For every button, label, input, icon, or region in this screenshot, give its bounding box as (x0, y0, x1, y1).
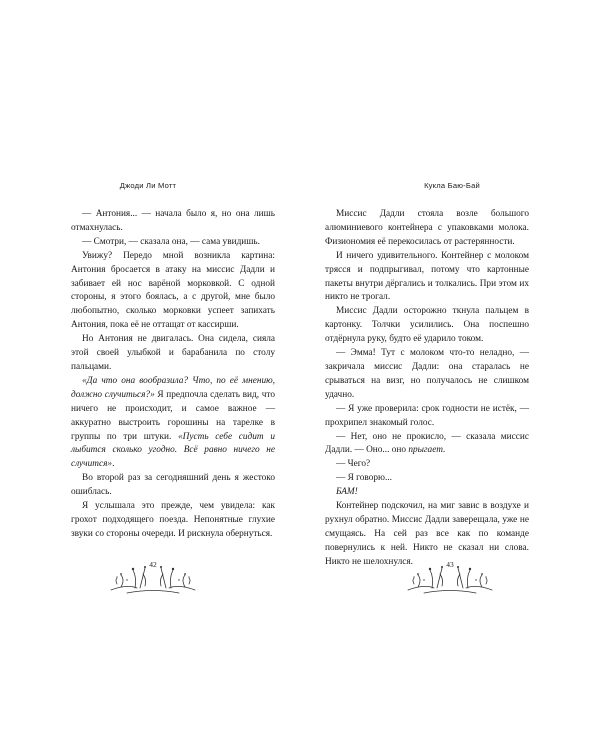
paragraph-text: . (112, 459, 115, 470)
splash-ornament (404, 560, 496, 596)
paragraph: Миссис Дадли осторожно ткнула пальцем в картонку. Толчки усилились. Она поспешно отдёрнула руку, будто её ударило током. (325, 306, 529, 345)
paragraph (325, 431, 529, 459)
right-page (300, 0, 600, 750)
paragraph: — Я уже проверила: срок годности не истёк, — прохрипел знакомый голос. (325, 403, 529, 428)
running-head-title: Кукла Баю-Бай (424, 181, 480, 190)
paragraph: — Чего? (336, 459, 371, 470)
paragraph: — Эмма! Тут с молоком что-то неладно, — закричала миссис Дадли: она старалась не срываться на визг, но получалось не слишком удачно. (325, 348, 529, 400)
paragraph-text: — Нет, оно не прокисло, — сказала миссис Дадли. — Оно... оно (325, 431, 529, 456)
paragraph-text: . (442, 445, 446, 456)
paragraph: Во второй раз за сегодняшний день я жестоко ошиблась. (71, 473, 275, 498)
left-page-text (71, 208, 275, 542)
page-number: 42 (149, 560, 157, 569)
paragraph: — Антония... — начала было я, но она лишь отмахнулась. (71, 209, 275, 233)
italic-thought: «Пусть себе сидит и лыбится сколько угодно. Всё равно ничего не случится» (71, 431, 275, 470)
paragraph: Но Антония не двигалась. Она сидела, сияла этой своей улыбкой и барабанила по столу пальцами. (71, 334, 275, 372)
paragraph: Я услышала это прежде, чем увидела: как грохот подходящего поезда. Непонятные глухие звуки со стороны очереди. И рискнула обернуться. (71, 501, 275, 539)
paragraph: И ничего удивительного. Контейнер с молоком трясся и подпрыгивал, потому что картонные пакеты внутри дёргались и толкались. При этом их никто не трогал. (325, 250, 529, 303)
paragraph (325, 486, 529, 500)
paragraph: Увижу? Передо мной возникла картина: Антония бросается в атаку на миссис Дадли и забивает ей нос варёной морковкой. С одной стороны, я этого боялась, а с другой, мне было любопытно, сколько морковки успеет запихать Антония, пока её не оттащат от кассирши. (71, 250, 275, 331)
paragraph: — Смотри, — сказала она, — сама увидишь. (82, 236, 260, 247)
paragraph: Миссис Дадли стояла возле большого алюминиевого контейнера с упаковками молока. Физиономия её перекосилась от растерянности. (325, 209, 529, 247)
paragraph-text: Я предпочла сделать вид, что ничего не происходит, и самое важное — аккуратно выстроить горошины на тарелке в группы по три штуки. (71, 389, 275, 442)
splash-ornament (107, 560, 199, 596)
paragraph: — Я говорю... (336, 473, 392, 484)
bam-sound: БАМ! (336, 487, 358, 498)
running-head-author: Джоди Ли Мотт (119, 181, 177, 190)
paragraph (71, 375, 275, 472)
italic-thought: «Да что она вообразила? Что, по её мнению, должно случиться?» (71, 375, 275, 400)
right-page-text (325, 208, 529, 570)
page-number: 43 (446, 560, 454, 569)
paragraph: Контейнер подскочил, на миг завис в воздухе и рухнул обратно. Миссис Дадли заверещала, уже не смущаясь. На сей раз все как по команде повернулись к ней. Никто не сказал ни слова. Никто не шелохнулся. (325, 501, 529, 567)
italic-word: прыгает (408, 445, 443, 456)
